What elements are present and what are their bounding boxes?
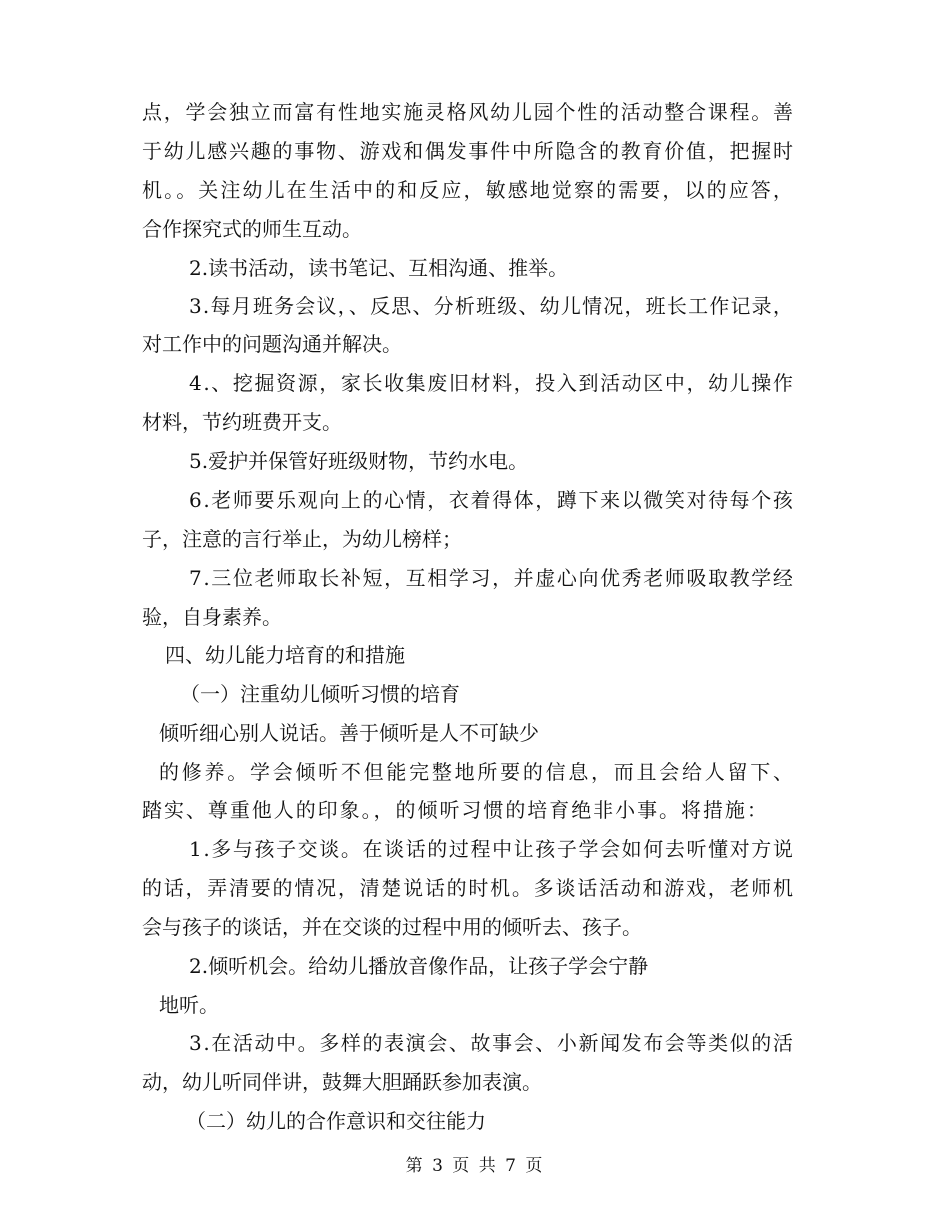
text-line: 的话，弄清要的情况，清楚说话的时机。多谈话活动和游戏，老师机: [142, 876, 795, 900]
page-footer: 第 3 页 共 7 页: [405, 1156, 545, 1176]
text-line: 7.三位老师取长补短，互相学习，并虚心向优秀老师吸取教学经: [189, 566, 795, 590]
text-line: 2.读书活动，读书笔记、互相沟通、推举。: [189, 256, 569, 280]
text-line: 3.在活动中。多样的表演会、故事会、小新闻发布会等类似的活: [189, 1031, 795, 1055]
text-line: 对工作中的问题沟通并解决。: [142, 332, 402, 356]
text-line: 6.老师要乐观向上的心情，衣着得体，蹲下来以微笑对待每个孩: [189, 488, 795, 512]
text-line: 动，幼儿听同伴讲，鼓舞大胆踊跃参加表演。: [142, 1070, 542, 1094]
text-line: 4.、挖掘资源，家长收集废旧材料，投入到活动区中，幼儿操作: [189, 371, 795, 395]
text-line: 点，学会独立而富有性地实施灵格风幼儿园个性的活动整合课程。善: [142, 100, 795, 124]
text-line: 倾听细心别人说话。善于倾听是人不可缺少: [159, 721, 539, 745]
text-line: 于幼儿感兴趣的事物、游戏和偶发事件中所隐含的教育价值，把握时: [142, 139, 795, 163]
text-line: 材料，节约班费开支。: [142, 410, 342, 434]
text-line: 3.每月班务会议，、反思、分析班级、幼儿情况，班长工作记录，: [189, 294, 795, 318]
text-line: 5.爱护并保管好班级财物，节约水电。: [189, 449, 529, 473]
text-line: 会与孩子的谈话，并在交谈的过程中用的倾听去、孩子。: [142, 915, 642, 939]
text-line: （一）注重幼儿倾听习惯的培育: [180, 682, 460, 706]
text-line: 验，自身素养。: [142, 605, 282, 629]
text-line: 踏实、尊重他人的印象。，的倾听习惯的培育绝非小事。将措施：: [142, 798, 769, 822]
text-line: 地听。: [159, 993, 219, 1017]
text-line: 四、幼儿能力培育的和措施: [165, 643, 405, 667]
text-line: 机。。关注幼儿在生活中的和反应，敏感地觉察的需要，以的应答，: [142, 178, 795, 202]
text-line: （二）幼儿的合作意识和交往能力: [186, 1109, 486, 1133]
text-line: 子，注意的言行举止，为幼儿榜样；: [142, 527, 462, 551]
text-line: 的修养。学会倾听不但能完整地所要的信息，而且会给人留下、: [159, 760, 796, 784]
text-line: 合作探究式的师生互动。: [142, 217, 362, 241]
text-line: 1.多与孩子交谈。在谈话的过程中让孩子学会如何去听懂对方说: [189, 837, 795, 861]
text-line: 2.倾听机会。给幼儿播放音像作品，让孩子学会宁静: [189, 954, 649, 978]
